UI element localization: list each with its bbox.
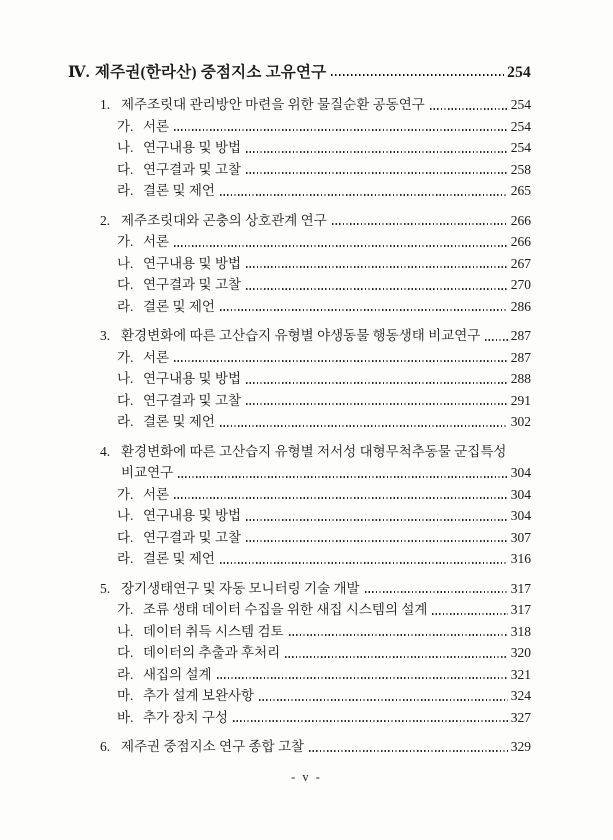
entry-title: 추가 장치 구성: [143, 709, 228, 725]
entry-page-number: 302: [510, 414, 531, 429]
entry-number: 가.: [117, 234, 134, 249]
toc-item-entry: [68, 599, 531, 621]
entry-number: 가.: [117, 486, 134, 502]
entry-number: 바.: [117, 709, 134, 725]
page-footer: - v -: [291, 770, 322, 784]
entry-page-number: 265: [510, 183, 531, 198]
entry-page-number: 316: [510, 551, 531, 566]
entry-number: 나.: [117, 623, 134, 639]
entry-title: 연구결과 및 고찰: [143, 529, 242, 545]
entry-number: 다.: [117, 161, 134, 177]
entry-title: 서론: [143, 349, 170, 365]
entry-title: 연구결과 및 고찰: [143, 277, 242, 292]
toc-item-entry: [68, 347, 531, 369]
entry-number: 다.: [117, 645, 134, 660]
entry-page-number: 286: [510, 298, 531, 314]
entry-number: 나.: [117, 508, 134, 523]
toc-section-entry: [68, 441, 531, 463]
dotted-leader: [246, 390, 508, 412]
dotted-leader: [174, 347, 508, 369]
entry-title: 결론 및 제언: [143, 298, 215, 314]
toc-item-entry: [68, 368, 531, 390]
dotted-leader: [289, 621, 508, 643]
entry-page-number: 329: [510, 739, 531, 754]
dotted-leader: [220, 548, 508, 570]
dotted-leader: [246, 527, 508, 549]
toc-item-entry: [68, 137, 531, 159]
entry-number: 가.: [117, 349, 134, 365]
entry-number: 2.: [100, 212, 111, 228]
entry-page-number: 307: [510, 529, 531, 545]
entry-number: 라.: [117, 666, 134, 682]
dotted-leader: [246, 274, 508, 296]
entry-number: 가.: [117, 602, 134, 617]
entry-title: 환경변화에 따른 고산습지 유형별 저서성 대형무척추동물 군집특성: [121, 443, 507, 459]
entry-number: 나.: [117, 140, 134, 155]
toc-section-entry: [68, 210, 531, 232]
entry-title: 추가 설계 보완사항: [143, 688, 255, 703]
toc-section-entry: [68, 325, 531, 347]
toc-section: [68, 578, 531, 729]
entry-title: 연구내용 및 방법: [143, 140, 242, 155]
dotted-leader: [174, 231, 508, 253]
dotted-leader: [430, 94, 508, 116]
entry-number: 6.: [100, 739, 111, 754]
dotted-leader: [246, 253, 508, 275]
entry-number: 마.: [117, 688, 134, 703]
toc-section: [68, 441, 531, 570]
entry-title: 데이터의 추출과 후처리: [143, 645, 281, 660]
dotted-leader: [365, 578, 508, 600]
entry-title: 조류 생태 데이터 수집을 위한 새집 시스템의 설계: [143, 602, 428, 617]
dotted-leader: [331, 62, 504, 83]
toc-item-entry: [68, 484, 531, 506]
entry-title: 결론 및 제언: [143, 183, 215, 198]
toc-item-entry: [68, 116, 531, 138]
entry-page-number: 270: [510, 277, 531, 292]
toc-item-entry: [68, 231, 531, 253]
toc-item-entry: [68, 707, 531, 729]
entry-page-number: 317: [510, 580, 531, 596]
chapter-page-number: 254: [507, 64, 531, 81]
entry-page-number: 327: [510, 709, 531, 725]
entry-number: 라.: [117, 414, 134, 429]
entry-page-number: 258: [510, 161, 531, 177]
entry-title: 서론: [143, 486, 170, 502]
dotted-leader: [174, 484, 508, 506]
entry-page-number: 318: [510, 623, 531, 639]
toc-item-entry: [68, 505, 531, 527]
toc-item-entry: [68, 253, 531, 275]
toc-item-entry: [68, 642, 531, 664]
entry-number: 라.: [117, 551, 134, 566]
entry-number: 다.: [117, 277, 134, 292]
toc-item-entry: [68, 159, 531, 181]
toc-item-entry: [68, 685, 531, 707]
toc-item-entry: [68, 274, 531, 296]
entry-title: 비교연구: [121, 465, 174, 480]
entry-title: 결론 및 제언: [143, 414, 215, 429]
dotted-leader: [432, 599, 507, 621]
dotted-leader: [178, 462, 508, 484]
entry-page-number: 291: [510, 392, 531, 408]
entry-title: 서론: [143, 234, 170, 249]
entry-page-number: 266: [510, 234, 531, 249]
toc-section: [68, 736, 531, 758]
entry-number: 라.: [117, 183, 134, 198]
dotted-leader: [246, 368, 508, 390]
chapter-number: Ⅳ.: [68, 64, 90, 81]
toc-section-entry-continuation: [68, 462, 531, 484]
entry-number: 나.: [117, 255, 134, 271]
toc-section: [68, 325, 531, 433]
entry-title: 서론: [143, 118, 170, 134]
entry-page-number: 321: [510, 666, 531, 682]
entry-title: 연구내용 및 방법: [143, 371, 242, 386]
dotted-leader: [220, 411, 508, 433]
toc-section: [68, 210, 531, 318]
toc-section-entry: [68, 578, 531, 600]
dotted-leader: [332, 210, 508, 232]
entry-number: 라.: [117, 298, 134, 314]
toc-item-entry: [68, 390, 531, 412]
entry-page-number: 287: [510, 328, 531, 343]
dotted-leader: [285, 642, 508, 664]
dotted-leader: [233, 707, 508, 729]
toc-item-entry: [68, 548, 531, 570]
entry-page-number: 254: [510, 118, 531, 134]
entry-page-number: 254: [510, 97, 531, 112]
dotted-leader: [246, 159, 508, 181]
entry-page-number: 320: [510, 645, 531, 660]
entry-title: 연구결과 및 고찰: [143, 161, 242, 177]
entry-page-number: 304: [510, 486, 531, 502]
dotted-leader: [246, 505, 508, 527]
entry-title: 결론 및 제언: [143, 551, 215, 566]
entry-title: 새집의 설계: [143, 666, 212, 682]
entry-title: 제주조릿대와 곤충의 상호관계 연구: [121, 212, 327, 228]
entry-title: 연구내용 및 방법: [143, 255, 242, 271]
toc-section: [68, 94, 531, 202]
entry-title: 데이터 취득 시스템 검토: [143, 623, 284, 639]
entry-page-number: 254: [510, 140, 531, 155]
toc-item-entry: [68, 664, 531, 686]
entry-number: 1.: [100, 97, 111, 112]
toc-item-entry: [68, 621, 531, 643]
entry-title: 장기생태연구 및 자동 모니터링 기술 개발: [121, 580, 360, 596]
entry-number: 5.: [100, 580, 111, 596]
entry-number: 나.: [117, 371, 134, 386]
dotted-leader: [174, 116, 508, 138]
toc-item-entry: [68, 527, 531, 549]
entry-page-number: 304: [510, 465, 531, 480]
dotted-leader: [220, 296, 508, 318]
entry-title: 연구결과 및 고찰: [143, 392, 242, 408]
dotted-leader: [259, 685, 508, 707]
entry-page-number: 267: [510, 255, 531, 271]
entry-number: 가.: [117, 118, 134, 134]
entry-title: 연구내용 및 방법: [143, 508, 242, 523]
entry-title: 제주권 중점지소 연구 종합 고찰: [121, 739, 305, 754]
toc-item-entry: [68, 411, 531, 433]
toc-item-entry: [68, 296, 531, 318]
toc-section-entry: [68, 94, 531, 116]
entry-number: 다.: [117, 392, 134, 408]
entry-page-number: 266: [510, 212, 531, 228]
dotted-leader: [217, 664, 508, 686]
entry-title: 환경변화에 따른 고산습지 유형별 야생동물 행동생태 비교연구: [121, 328, 481, 343]
entry-number: 4.: [100, 443, 111, 459]
entry-page-number: 287: [510, 349, 531, 365]
entry-number: 다.: [117, 529, 134, 545]
entry-number: 3.: [100, 328, 111, 343]
entry-page-number: 288: [510, 371, 531, 386]
toc-sections: [68, 94, 531, 758]
dotted-leader: [246, 137, 508, 159]
entry-page-number: 304: [510, 508, 531, 523]
dotted-leader: [309, 736, 508, 758]
toc-item-entry: [68, 180, 531, 202]
table-of-contents: [68, 62, 531, 758]
chapter-title: 제주권(한라산) 중점지소 고유연구: [95, 64, 327, 81]
entry-title: 제주조릿대 관리방안 마련을 위한 물질순환 공동연구: [121, 97, 425, 112]
dotted-leader: [485, 325, 507, 347]
entry-page-number: 317: [510, 602, 531, 617]
toc-section-entry: [68, 736, 531, 758]
toc-chapter-entry: [68, 62, 531, 83]
dotted-leader: [220, 180, 508, 202]
entry-page-number: 324: [510, 688, 531, 703]
